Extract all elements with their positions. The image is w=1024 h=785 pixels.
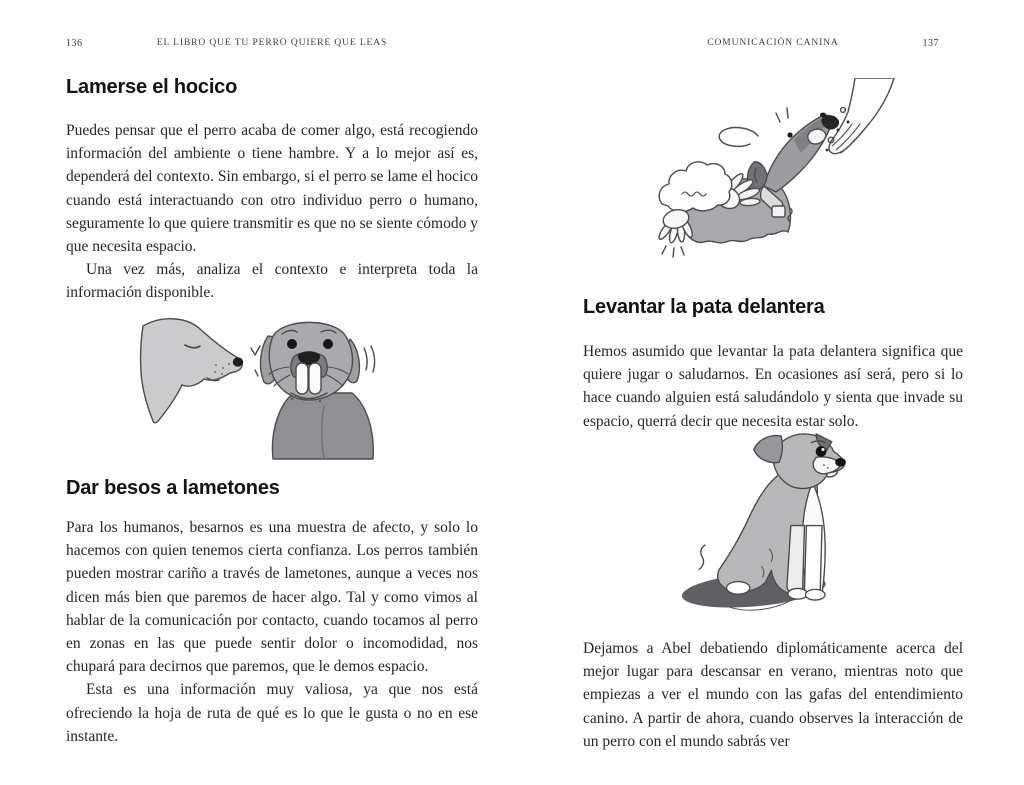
body-paragraph: Esta es una información muy valiosa, ya que nos está ofreciendo la hoja de ruta de qué es lo que le gusta o no en ese instante. [66,681,478,745]
tail-wag-marks [699,545,705,569]
hind-paw [727,582,750,595]
left-dog-nose [233,357,243,366]
dog-nose [820,113,826,118]
front-leg-front [804,526,822,595]
front-leg-back [787,526,805,594]
dog-eye [816,446,827,457]
body-paragraph: Una vez más, analiza el contexto e interpreta toda la información disponible. [66,261,478,302]
motion-marks [662,246,684,257]
page-left [66,0,478,785]
front-paw [788,588,807,599]
illustration-dog-licking-hand [622,78,962,278]
body-paragraph: Dejamos a Abel debatiendo diplomáticamente acerca del mejor lugar para descansar en verano, mientras noto que empiezas a ver el mundo con las gafas del entendimiento canino. A partir de ahora, cuando observes la interacción de un perro con el mundo sabrás ver [583,640,963,750]
page-number-right: 137 [922,38,939,49]
body-paragraph: Puedes pensar que el perro acaba de comer algo, está recogiendo información del ambiente o tiene hambre. Y a lo mejor así es, dependerá del contexto. Sin embargo, si el perro se lame el hocico cuando está interactuando con otro individuo perro o humano, seguramente lo que quiere transmitir es que no se siente cómodo y que necesita espacio. [66,122,478,256]
running-header-right: COMUNICACIÓN CANINA [707,38,839,48]
running-header-left: EL LIBRO QUE TU PERRO QUIERE QUE LEAS [156,38,388,48]
dog-nose [835,458,846,467]
illustration-two-dogs-nose-lick [112,306,448,464]
page-right [583,0,963,785]
section-body-levantar [583,340,963,433]
closing-body [583,637,963,753]
section-heading-dar-besos: Dar besos a lametones [66,477,280,499]
right-dog-tongue [296,363,308,394]
right-dog-eye-left [287,339,297,349]
dog-eye [787,132,792,137]
body-paragraph: Hemos asumido que levantar la pata delantera significa que quiere jugar o saludarnos. En ocasiones así será, pero si lo hace cuando alguien está saludándolo y sienta que invade su espacio, querrá decir que necesita estar solo. [583,343,963,430]
floppy-ear [754,436,783,463]
section-heading-lamerse-el-hocico: Lamerse el hocico [66,76,238,98]
reaching-hand [829,78,894,154]
left-dog-head [141,319,243,423]
section-body-besos [66,516,478,748]
motion-marks [251,346,260,355]
right-dog-eye-right [323,339,333,349]
page-number-left: 136 [66,38,83,49]
section-body-lamerse [66,119,478,305]
motion-swirl [719,128,758,147]
fluffy-sleeve [659,162,732,212]
illustration-sitting-dog [668,432,863,623]
section-heading-levantar-la-pata: Levantar la pata delantera [583,296,825,318]
body-paragraph: Para los humanos, besarnos es una muestra de afecto, y solo lo hacemos con quien tenemos cierta confianza. Los perros también pueden mostrar cariño a través de lametones, aunque a veces nos dicen más bien que paremos de hacer algo. Tal y como vimos al hablar de la comunicación por contacto, cuando tocamos al perro en zonas en las que puede sentir dolor o incomodidad, nos chupará para decirnos que paremos, que le demos espacio. [66,519,478,676]
front-paw [805,589,824,600]
